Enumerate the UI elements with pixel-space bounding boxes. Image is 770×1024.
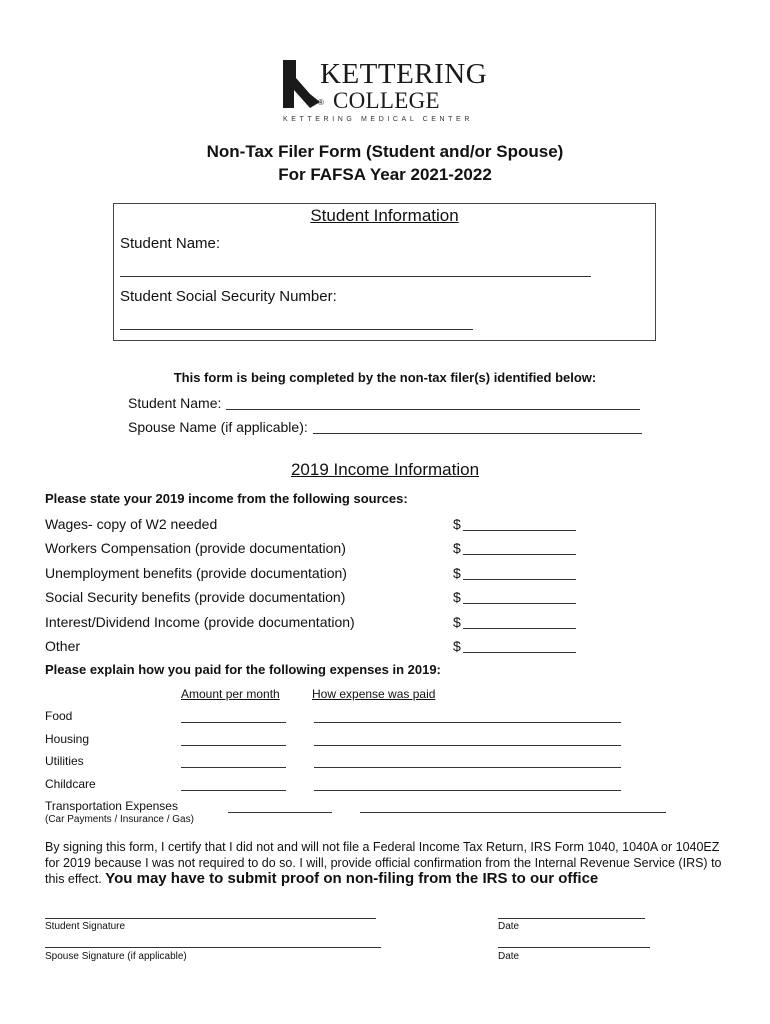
- expense-item-label: Utilities: [45, 754, 84, 768]
- expense-how-field[interactable]: [314, 745, 621, 746]
- expense-item-label: Housing: [45, 732, 90, 746]
- dollar-sign: $: [453, 589, 461, 605]
- expense-item-label: Food: [45, 709, 73, 723]
- income-heading: 2019 Income Information: [290, 460, 480, 479]
- logo-name-line1: KETTERING: [320, 58, 488, 90]
- student-ssn-field[interactable]: [120, 329, 473, 330]
- logo-name-line2: COLLEGE: [333, 88, 440, 113]
- transport-how-field[interactable]: [360, 812, 666, 813]
- expense-item-label: Childcare: [45, 777, 96, 791]
- income-amount-field[interactable]: [463, 579, 576, 580]
- income-amount-field[interactable]: [463, 554, 576, 555]
- income-source-label: Workers Compensation (provide documentation): [45, 540, 346, 556]
- expenses-prompt: Please explain how you paid for the following expenses in 2019:: [45, 662, 441, 677]
- form-title: Non-Tax Filer Form (Student and/or Spouse): [206, 142, 564, 161]
- certification-emphasis: You may have to submit proof on non-filing from the IRS to our office: [105, 870, 599, 887]
- student-signature-label: Student Signature: [45, 921, 126, 932]
- income-prompt: Please state your 2019 income from the following sources:: [45, 491, 408, 506]
- income-source-label: Unemployment benefits (provide documentation): [45, 565, 347, 581]
- expense-how-field[interactable]: [314, 790, 621, 791]
- student-signature-field[interactable]: [45, 918, 376, 919]
- transport-expense-note: (Car Payments / Insurance / Gas): [45, 814, 194, 825]
- dollar-sign: $: [453, 540, 461, 556]
- expense-how-field[interactable]: [314, 722, 621, 723]
- student-name-field[interactable]: [120, 276, 591, 277]
- income-source-label: Wages- copy of W2 needed: [45, 516, 218, 532]
- dollar-sign: $: [453, 638, 461, 654]
- dollar-sign: $: [453, 516, 461, 532]
- filer-spouse-name-label: Spouse Name (if applicable):: [128, 419, 308, 435]
- expense-amount-field[interactable]: [181, 722, 286, 723]
- spouse-signature-label: Spouse Signature (if applicable): [45, 951, 187, 962]
- student-ssn-label: Student Social Security Number:: [120, 288, 337, 305]
- amount-column-header: Amount per month: [181, 687, 280, 701]
- certification-text: By signing this form, I certify that I did not and will not file a Federal Income Tax Return, IRS Form 1040, 1040A or 1040EZ for 2019 because I was not required to do so. I will, provide official confirmation from the Internal Revenue Service (IRS) to this effect.: [45, 840, 722, 886]
- dollar-sign: $: [453, 565, 461, 581]
- spouse-date-label: Date: [498, 951, 520, 962]
- income-amount-field[interactable]: [463, 628, 576, 629]
- spouse-date-field[interactable]: [498, 947, 650, 948]
- filer-student-name-field[interactable]: [226, 409, 640, 410]
- expense-amount-field[interactable]: [181, 745, 286, 746]
- income-amount-field[interactable]: [463, 652, 576, 653]
- filer-spouse-name-field[interactable]: [313, 433, 642, 434]
- expense-amount-field[interactable]: [181, 790, 286, 791]
- transport-amount-field[interactable]: [228, 812, 332, 813]
- certification-statement: [45, 839, 735, 887]
- transport-expense-label: Transportation Expenses: [45, 799, 178, 813]
- logo-subtitle: KETTERING MEDICAL CENTER: [283, 116, 473, 123]
- income-source-label: Social Security benefits (provide documentation): [45, 589, 346, 605]
- expense-amount-field[interactable]: [181, 767, 286, 768]
- income-amount-field[interactable]: [463, 530, 576, 531]
- how-paid-column-header: How expense was paid: [312, 687, 436, 701]
- student-name-label: Student Name:: [120, 235, 221, 252]
- filer-student-name-label: Student Name:: [128, 395, 222, 411]
- logo-registered-mark: ®: [318, 98, 324, 107]
- student-date-field[interactable]: [498, 918, 645, 919]
- expense-how-field[interactable]: [314, 767, 621, 768]
- income-amount-field[interactable]: [463, 603, 576, 604]
- form-subtitle: For FAFSA Year 2021-2022: [278, 165, 492, 184]
- income-source-label: Interest/Dividend Income (provide documentation): [45, 614, 355, 630]
- income-source-label: Other: [45, 638, 81, 654]
- dollar-sign: $: [453, 614, 461, 630]
- student-info-heading: Student Information: [310, 206, 459, 225]
- filers-intro: This form is being completed by the non-tax filer(s) identified below:: [173, 370, 597, 385]
- student-date-label: Date: [498, 921, 520, 932]
- spouse-signature-field[interactable]: [45, 947, 381, 948]
